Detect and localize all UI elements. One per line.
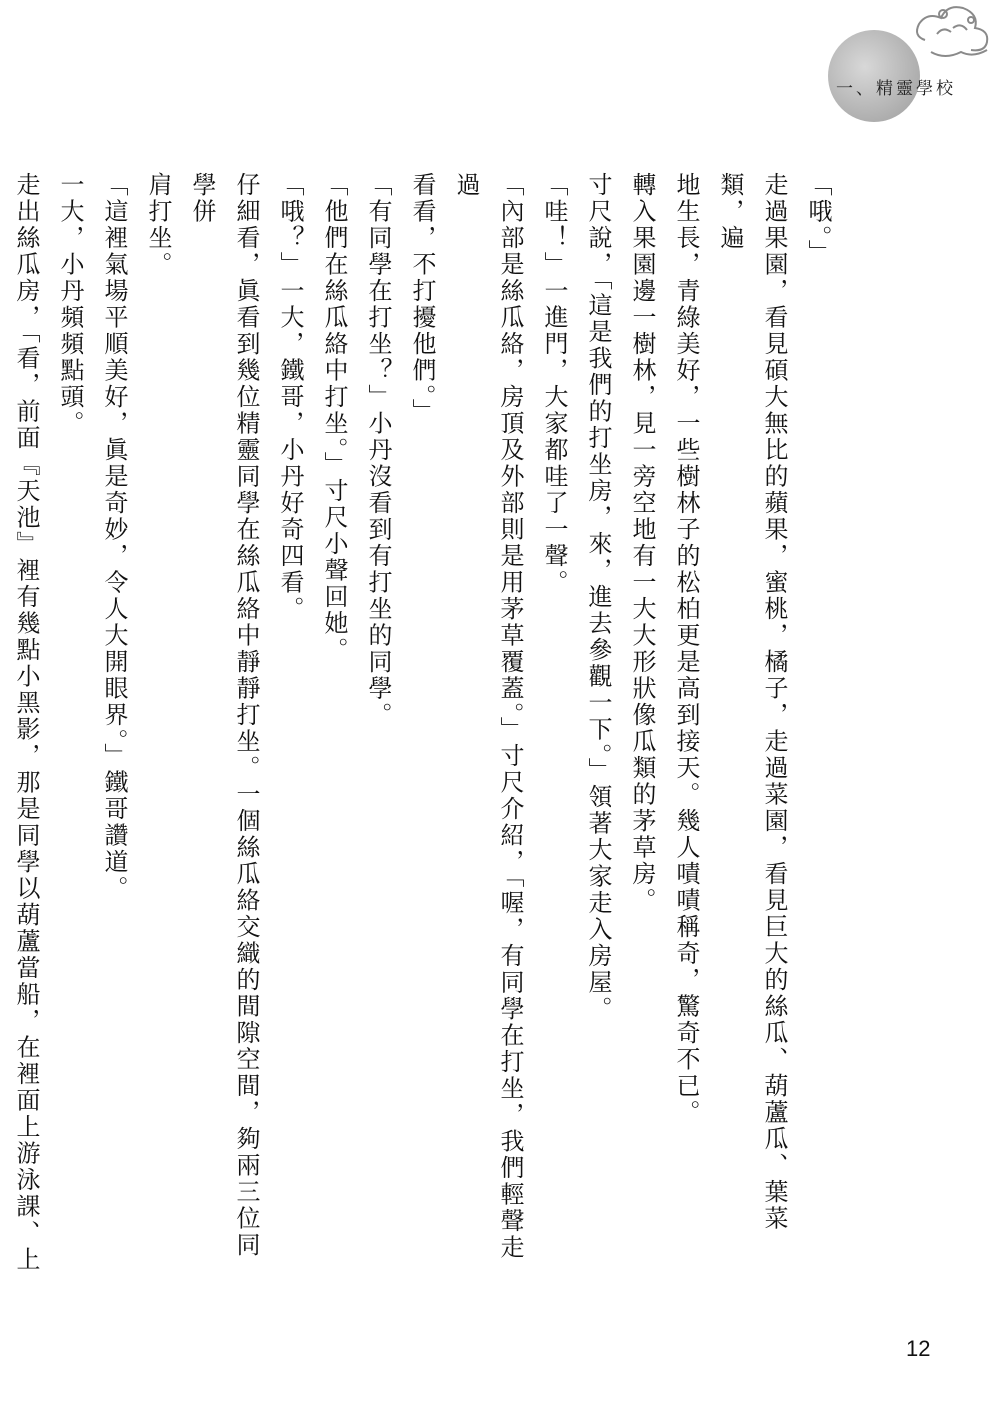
text-line: 地生長，青綠美好，一些樹林子的松柏更是高到接天。幾人嘖嘖稱奇，驚奇不已。 (672, 172, 700, 1126)
cloud-icon (895, 0, 1000, 70)
text-line: 走出絲瓜房，「看，前面『天池』裡有幾點小黑影，那是同學以葫蘆當船，在裡面上游泳課、上 (12, 172, 40, 1273)
text-line: 「他們在絲瓜絡中打坐。」寸尺小聲回她。 (320, 172, 348, 664)
text-line: 轉入果園邊一樹林，見一旁空地有一大大形狀像瓜類的茅草房。 (628, 172, 656, 914)
text-line: 走過果園，看見碩大無比的蘋果，蜜桃，橘子，走過菜園，看見巨大的絲瓜、葫蘆瓜、葉菜類，遍 (716, 172, 788, 1232)
text-line: 「內部是絲瓜絡，房頂及外部則是用茅草覆蓋。」寸尺介紹，「喔，有同學在打坐，我們輕聲走過 (452, 172, 524, 1261)
page-number: 12 (906, 1336, 931, 1361)
text-line: 「有同學在打坐？」小丹沒看到有打坐的同學。 (364, 172, 392, 729)
text-line: 「這裡氣場平順美好，眞是奇妙，令人大開眼界。」鐵哥讚道。 (100, 172, 128, 902)
text-line: 「哇！」一進門，大家都哇了一聲。 (540, 172, 568, 596)
text-line: 肩打坐。 (144, 172, 172, 278)
text-line: 寸尺說，「這是我們的打坐房，來，進去參觀一下。」領著大家走入房屋。 (584, 172, 612, 1023)
text-line: 看看，不打擾他們。」 (408, 172, 436, 425)
chapter-title: 一、精靈學校 (836, 79, 956, 99)
text-line: 仔細看，眞看到幾位精靈同學在絲瓜絡中靜靜打坐。一個絲瓜絡交織的間隙空間，夠兩三位同學併 (188, 172, 260, 1259)
body-text (12, 172, 840, 1282)
text-line: 一大，小丹頻頻點頭。 (56, 172, 84, 437)
text-line: 「哦。」 (804, 172, 832, 266)
text-line: 「哦？」一大，鐵哥，小丹好奇四看。 (276, 172, 304, 623)
